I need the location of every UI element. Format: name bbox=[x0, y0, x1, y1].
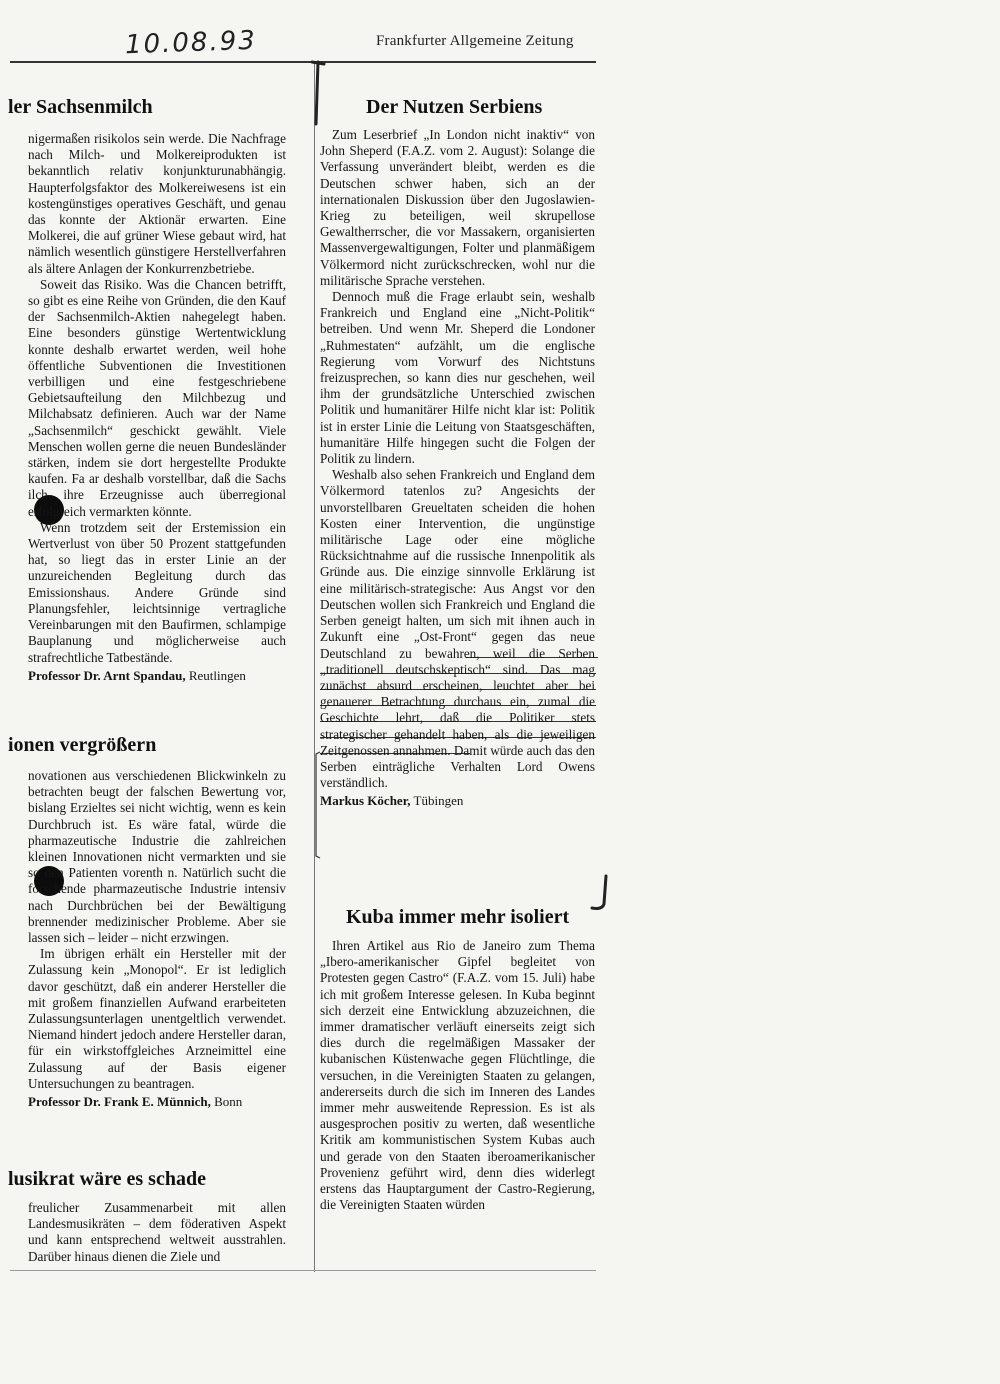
paragraph: novationen aus verschiedenen Blickwinkeln zu betrachten beugt der falschen Bewertung vor, bislang Erzieltes sei nicht wichtig, wenn es kein Durchbruch ist. Es wäre fatal, würde die pharmazeutische Industrie die zahlreichen kleinen Innovationen nicht vermarkten und sie so den Patienten vorenth n. Natürlich sucht die forschende pharmazeutische Industrie intensiv nach Durchbrüchen bei der Bewältigung brennender medizinischer Probleme. Aber sie lassen sich – leider – nicht erzwingen. bbox=[28, 768, 286, 946]
article-heading: lusikrat wäre es schade bbox=[8, 1168, 206, 1190]
paragraph: freulicher Zusammenarbeit mit allen Landesmusikräten – dem föderativen Aspekt und kann entsprechend weltweit ausstrahlen. Darüber hinaus dienen die Ziele und bbox=[28, 1200, 286, 1264]
paragraph: Soweit das Risiko. Was die Chancen betrifft, so gibt es eine Reihe von Gründen, die den Kauf der Sachsenmilch-Aktien nahegelegt haben. Eine besonders günstige Wertentwicklung konnte deshalb erwartet werden, weil hohe öffentliche Subventionen die Investitionen verbilligen und eine festgeschriebene Gebietsaufteilung den Milchbezug und Milchabsatz definieren. Auch war der Name „Sachsenmilch“ geschickt gewählt. Viele Menschen wollen gerne die neuen Bundesländer stärken, indem sie dort hergestellte Produkte kaufen. Fa ar deshalb vorstellbar, daß die Sachs ilch ihre Erzeugnisse auch überregional erfolgreich vermarkten könnte. bbox=[28, 276, 286, 519]
signature bbox=[28, 668, 286, 684]
article-heading: Kuba immer mehr isoliert bbox=[346, 906, 570, 928]
article-body bbox=[320, 127, 595, 887]
article-body bbox=[28, 1200, 286, 1268]
paragraph: Weshalb also sehen Frankreich und England dem Völkermord tatenlos zu? Angesichts der unvorstellbaren Greueltaten scheiden die hohen Kosten einer Intervention, die ungünstige militärische Lage oder eine mögliche Rücksichtnahme auf die russische Innenpolitik als Gründe aus. Die einzige sinnvolle Erklärung ist eine militärisch-strategische: Aus Angst vor den Deutschen wollen sich Frankreich und England die Serben geneigt halten, um sich mit ihnen auch in Zukunft eine „Ost-Front“ gegen das neue Deutschland zu bewahren, weil die Serben „traditionell deutschskeptisch“ sind. Das mag zunächst absurd erscheinen, leuchtet aber bei genauerer Betrachtung durchaus ein, zumal die Geschichte lehrt, daß die Politiker stets strategischer gehandelt haben, als die jeweiligen Zeitgenossen annahmen. Damit würde auch das den Serben einträgliche Verhalten Lord Owens verständlich. bbox=[320, 467, 595, 791]
signature bbox=[28, 1094, 286, 1110]
paragraph: Im übrigen erhält ein Hersteller mit der Zulassung kein „Monopol“. Er ist lediglich davor geschützt, daß ein anderer Hersteller die mit großem finanziellen Aufwand erarbeiteten Zulassungsunterlagen unentgeltlich verwendet. Niemand hindert jedoch andere Hersteller daran, für ein wirkstoffgleiches Arzneimittel eine Zulassung auf der Basis eigener Untersuchungen zu beantragen. bbox=[28, 946, 286, 1091]
pen-bracket-mark bbox=[306, 58, 330, 128]
paragraph: Zum Leserbrief „In London nicht inaktiv“ von John Sheperd (F.A.Z. vom 2. August): Solange die Verfassung unverändert bleibt, werden es die Deutschen schwer haben, sich an der internationalen Diskussion über den Jugoslawien-Krieg zu beteiligen, weil skrupellose Gewaltherrscher, die vor Massakern, organisierten Massenvergewaltigungen, Folter und planmäßigem Völkermord nicht zurückschrecken, wohl nur die militärische Sprache verstehen. bbox=[320, 127, 595, 288]
article-body bbox=[28, 131, 286, 707]
paragraph: Dennoch muß die Frage erlaubt sein, weshalb Frankreich und England eine „Nicht-Politik“ betreiben. Und wenn Mr. Sheperd die Londoner „Ruhmestaten“ aufzählt, um die englische Regierung vom Vorwurf des Nichtstuns freizusprechen, so kann dies nur geschehen, weil ihm der grundsätzliche Unterschied zwischen Politik und humanitärer Hilfe nicht klar ist: Politik ist in erster Linie die Leitung von Staatsgeschäften, humanitäre Hilfe hingegen sucht die Folgen der Politik zu lindern. bbox=[320, 289, 595, 467]
author-name: Professor Dr. Frank E. Münnich, bbox=[28, 1094, 211, 1110]
article-heading: ionen vergrößern bbox=[8, 734, 157, 756]
paragraph: Wenn trotzdem seit der Erstemission ein Wertverlust von über 50 Prozent stattgefunden hat, so liegt das in erster Linie an der unzureichenden Begleitung durch das Emissionshaus. Andere Gründe sind Planungsfehler, leichtsinnige vertragliche Vereinbarungen mit den Baufirmen, schlampige Bauplanung und möglicherweise auch strafrechtliche Tatbestände. bbox=[28, 519, 286, 665]
newspaper-masthead: Frankfurter Allgemeine Zeitung bbox=[376, 33, 574, 49]
author-name: Professor Dr. Arnt Spandau, bbox=[28, 667, 186, 683]
article-heading: Der Nutzen Serbiens bbox=[366, 96, 543, 118]
signature bbox=[320, 793, 595, 809]
clipping-edge bbox=[10, 1270, 596, 1271]
author-name: Markus Köcher, bbox=[320, 793, 411, 809]
author-place: Reutlingen bbox=[188, 667, 246, 683]
top-rule bbox=[10, 61, 596, 63]
handwritten-date: 10.08.93 bbox=[124, 25, 258, 61]
column-separator bbox=[314, 62, 315, 1272]
paragraph: Ihren Artikel aus Rio de Janeiro zum Thema „Ibero-amerikanischer Gipfel begleitet von Protesten gegen Castro“ (F.A.Z. vom 15. Juli) habe ich mit großem Interesse gelesen. In Kuba beginnt sich derzeit eine Entwicklung abzuzeichnen, die immer dramatischer verläuft einerseits zeigt sich dies durch die regelmäßigen Massaker der kubanischen Küstenwache gegen Flüchtlinge, die versuchen, in die Vereinigten Staaten zu gelangen, andererseits durch die sich im Inneren des Landes immer mehr ausweitende Repression. Es ist als ausgesprochen positiv zu werten, daß wesentliche Kritik am kommunistischen System Kubas auch und gerade von den Staaten iberoamerikanischer Provenienz geführt wird, denn dies widerlegt erstens das Hauptargument der Castro-Regierung, die Vereinigten Staaten würden bbox=[320, 938, 595, 1213]
paragraph: nigermaßen risikolos sein werde. Die Nachfrage nach Milch- und Molkereiprodukten ist bekanntlich relativ konjunkturunabhängig. Haupterfolgsfaktor des Molkereiwesens ist ein kostengünstiges operatives Geschäft, und genau das konnte der Aktionär erwarten. Eine Molkerei, die auf grüner Wiese gebaut wird, hat nämlich wesentlich günstigere Herstellverfahren als ältere Anlagen der Konkurrenzbetriebe. bbox=[28, 131, 286, 276]
article-body bbox=[28, 768, 286, 1144]
article-heading: ler Sachsenmilch bbox=[8, 96, 153, 118]
author-place: Bonn bbox=[214, 1094, 243, 1110]
author-place: Tübingen bbox=[413, 793, 464, 809]
article-body bbox=[320, 938, 595, 1268]
